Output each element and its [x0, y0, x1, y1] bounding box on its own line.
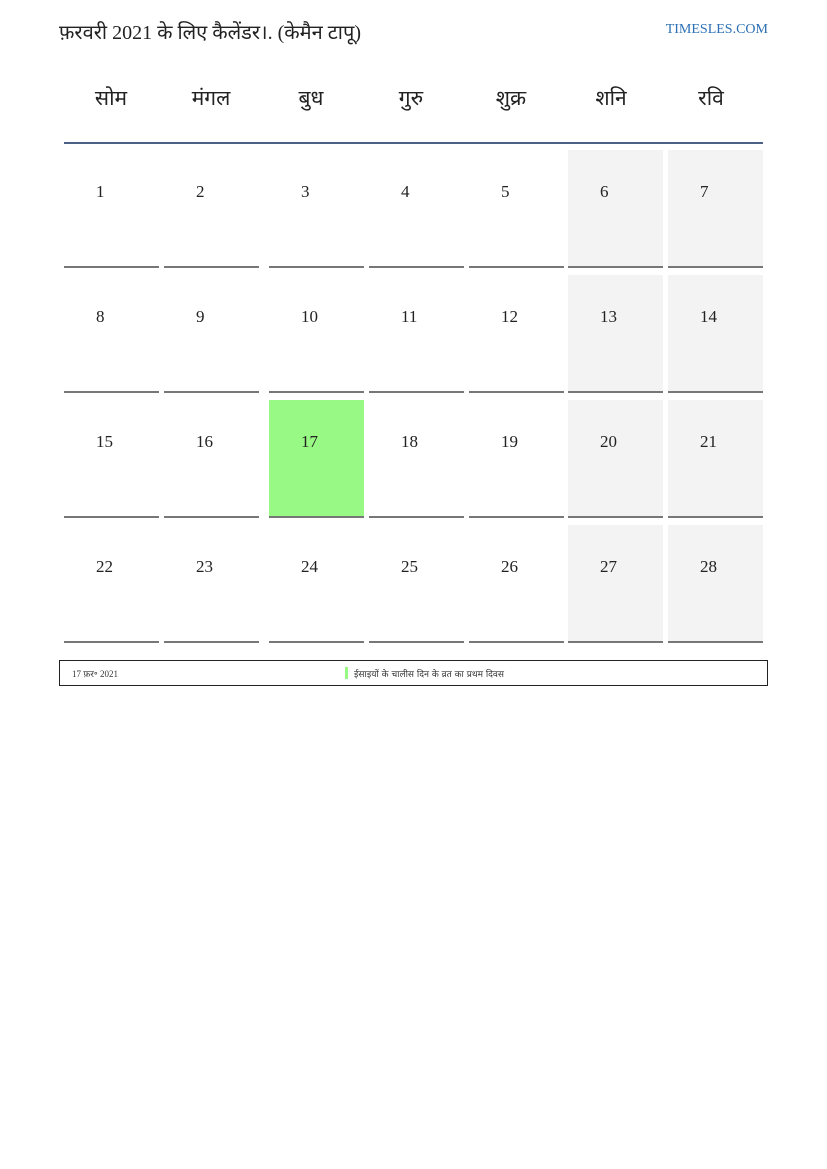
page-title: फ़रवरी 2021 के लिए कैलेंडर।. (केमैन टापू) — [59, 22, 361, 44]
day-cell[interactable] — [369, 275, 464, 393]
day-number: 20 — [600, 432, 617, 451]
day-cell[interactable] — [369, 525, 464, 643]
header-divider — [64, 142, 763, 144]
day-cell[interactable] — [269, 275, 364, 393]
day-number: 17 — [301, 432, 318, 451]
weekday-wed: बुध — [298, 86, 324, 110]
day-cell[interactable] — [568, 275, 663, 393]
day-number: 9 — [196, 307, 205, 326]
day-cell[interactable] — [269, 150, 364, 268]
day-cell[interactable] — [568, 150, 663, 268]
weekday-tue: मंगल — [191, 86, 231, 110]
day-cell[interactable] — [269, 400, 364, 518]
site-link[interactable]: TIMESLES.COM — [665, 22, 768, 37]
day-number: 14 — [700, 307, 717, 326]
weekday-sun: रवि — [698, 86, 724, 110]
day-number: 13 — [600, 307, 617, 326]
day-cell[interactable] — [64, 275, 159, 393]
day-number: 4 — [401, 182, 410, 201]
day-cell[interactable] — [469, 400, 564, 518]
day-number: 24 — [301, 557, 318, 576]
day-cell[interactable] — [568, 400, 663, 518]
day-cell[interactable] — [668, 150, 763, 268]
day-cell[interactable] — [568, 525, 663, 643]
day-number: 11 — [401, 307, 418, 326]
day-number: 5 — [501, 182, 510, 201]
day-number: 23 — [196, 557, 213, 576]
weekday-mon: सोम — [94, 86, 128, 110]
day-number: 6 — [600, 182, 609, 201]
day-number: 22 — [96, 557, 113, 576]
legend-color-marker — [345, 667, 348, 679]
day-cell[interactable] — [164, 400, 259, 518]
day-number: 12 — [501, 307, 518, 326]
day-number: 10 — [301, 307, 318, 326]
weekday-sat: शनि — [595, 86, 627, 110]
day-number: 25 — [401, 557, 418, 576]
holiday-legend — [59, 660, 768, 686]
day-number: 26 — [501, 557, 518, 576]
day-cell[interactable] — [668, 400, 763, 518]
day-number: 16 — [196, 432, 213, 451]
weekday-fri: शुक्र — [495, 86, 527, 110]
day-cell[interactable] — [269, 525, 364, 643]
day-cell[interactable] — [164, 275, 259, 393]
day-cell[interactable] — [469, 150, 564, 268]
day-number: 1 — [96, 182, 105, 201]
day-number: 3 — [301, 182, 310, 201]
day-number: 28 — [700, 557, 717, 576]
day-cell[interactable] — [369, 400, 464, 518]
day-cell[interactable] — [64, 150, 159, 268]
weekday-header-row — [64, 84, 763, 124]
day-cell[interactable] — [469, 525, 564, 643]
day-cell[interactable] — [64, 525, 159, 643]
day-cell[interactable] — [64, 400, 159, 518]
day-number: 18 — [401, 432, 418, 451]
legend-event: ईसाइयों के चालीस दिन के व्रत का प्रथम दिवस — [354, 670, 505, 680]
day-cell[interactable] — [369, 150, 464, 268]
day-number: 8 — [96, 307, 105, 326]
day-number: 27 — [600, 557, 617, 576]
day-number: 15 — [96, 432, 113, 451]
weekday-thu: गुरु — [398, 86, 424, 110]
day-number: 19 — [501, 432, 518, 451]
legend-date: 17 फ़र॰ 2021 — [72, 669, 118, 679]
day-cell[interactable] — [668, 275, 763, 393]
day-cell[interactable] — [469, 275, 564, 393]
day-number: 7 — [700, 182, 709, 201]
day-number: 2 — [196, 182, 205, 201]
day-number: 21 — [700, 432, 717, 451]
day-cell[interactable] — [668, 525, 763, 643]
day-cell[interactable] — [164, 525, 259, 643]
day-cell[interactable] — [164, 150, 259, 268]
